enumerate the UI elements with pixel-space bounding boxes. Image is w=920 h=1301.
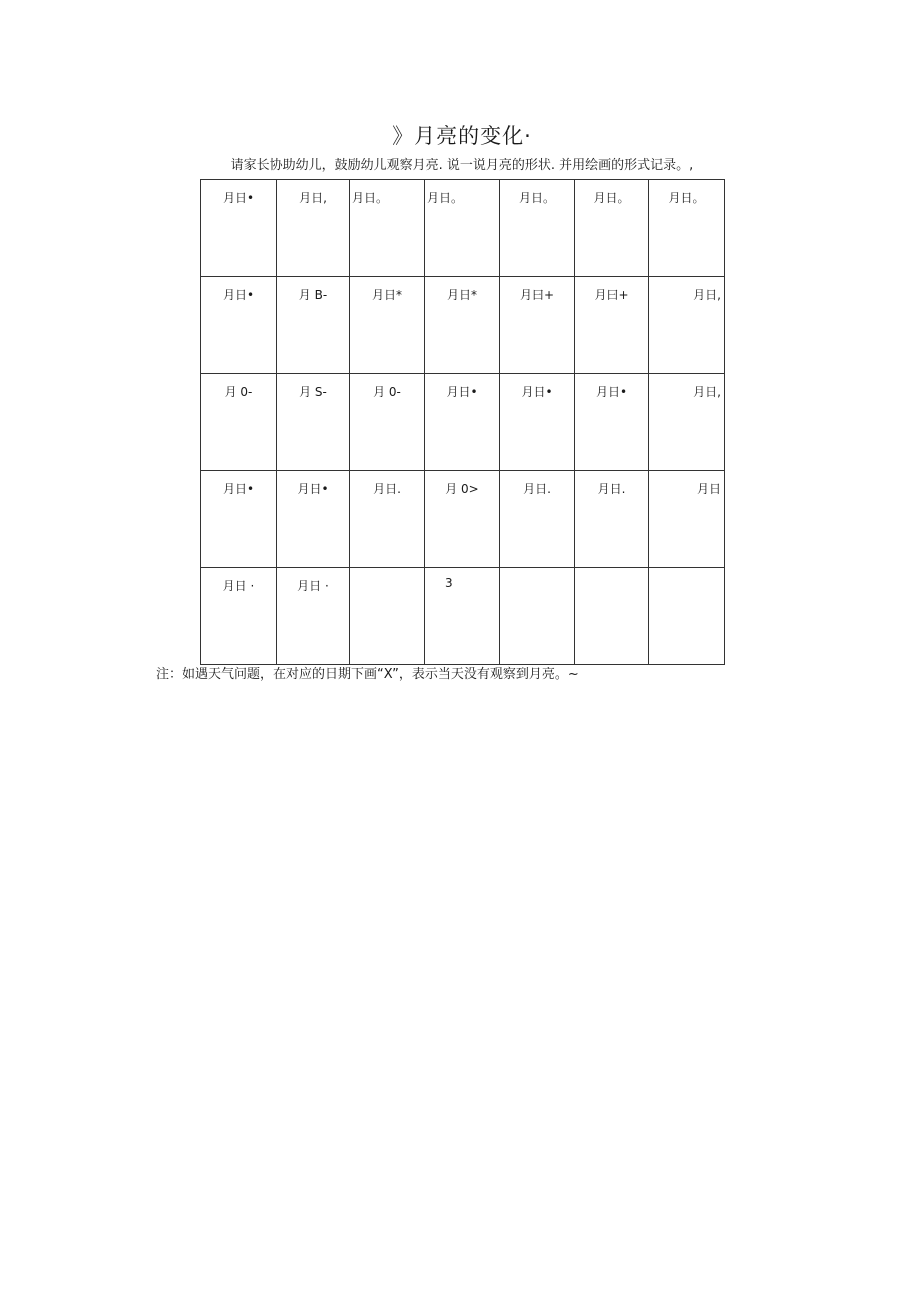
date-label: 月日。 — [518, 191, 555, 205]
date-cell[interactable] — [201, 374, 277, 471]
date-cell[interactable] — [201, 568, 277, 665]
date-cell[interactable] — [500, 568, 575, 665]
date-label: 月 0- — [224, 385, 253, 399]
date-label: 月日 — [696, 482, 721, 496]
date-label: 月日• — [446, 385, 478, 399]
date-label: 月日• — [297, 482, 329, 496]
date-cell[interactable] — [575, 471, 649, 568]
date-label: 月日. — [523, 482, 551, 496]
date-label: 月日。 — [593, 191, 630, 205]
date-label: 月曰+ — [519, 288, 555, 302]
date-label: 月日, — [693, 385, 721, 399]
page-title: 》月亮的变化· — [392, 124, 532, 148]
date-label: 月日. — [597, 482, 626, 496]
date-label: 月日• — [222, 288, 255, 302]
date-label: 月日 · — [222, 579, 255, 593]
date-label — [350, 568, 424, 579]
date-label: 月日 · — [297, 579, 329, 593]
date-label: 月日• — [222, 191, 255, 205]
date-label: 月日• — [222, 482, 255, 496]
date-label: 月日• — [595, 385, 628, 399]
date-cell[interactable] — [500, 471, 575, 568]
date-label: 月日, — [299, 191, 327, 205]
date-cell[interactable] — [575, 277, 649, 374]
date-cell[interactable] — [425, 180, 500, 277]
date-label: 月日* — [371, 288, 402, 302]
footnote: 注：如遇天气问题，在对应的日期下画“X”，表示当天没有观察到月亮。~ — [156, 667, 579, 682]
date-label — [649, 568, 724, 579]
date-cell[interactable] — [277, 471, 350, 568]
date-cell[interactable] — [575, 180, 649, 277]
date-cell[interactable] — [425, 568, 500, 665]
date-cell[interactable] — [350, 374, 425, 471]
date-label: 月曰+ — [594, 288, 629, 302]
table-row — [201, 374, 725, 471]
date-label: 月日• — [521, 385, 553, 399]
date-cell[interactable] — [500, 374, 575, 471]
date-cell[interactable] — [277, 568, 350, 665]
date-label: 月 B- — [298, 288, 328, 302]
date-cell[interactable] — [575, 568, 649, 665]
date-label — [575, 568, 648, 579]
date-cell[interactable] — [500, 180, 575, 277]
date-cell[interactable] — [277, 277, 350, 374]
date-label: 月日. — [373, 482, 401, 496]
table-row — [201, 471, 725, 568]
date-cell[interactable] — [350, 471, 425, 568]
date-label: 月日。 — [427, 191, 464, 205]
date-label: 月 0> — [445, 482, 479, 496]
date-label: 月日* — [446, 288, 477, 302]
table-row — [201, 180, 725, 277]
date-cell[interactable] — [649, 374, 725, 471]
date-cell[interactable] — [350, 180, 425, 277]
date-cell[interactable] — [277, 374, 350, 471]
date-cell[interactable] — [500, 277, 575, 374]
table-row — [201, 277, 725, 374]
date-cell[interactable] — [425, 471, 500, 568]
moon-observation-table — [200, 179, 725, 665]
date-cell[interactable] — [649, 277, 725, 374]
date-label: 月 S- — [299, 385, 327, 399]
date-cell[interactable] — [649, 471, 725, 568]
date-cell[interactable] — [575, 374, 649, 471]
date-label: 月日。 — [352, 191, 389, 205]
date-cell[interactable] — [350, 568, 425, 665]
date-cell[interactable] — [201, 277, 277, 374]
date-cell[interactable] — [201, 471, 277, 568]
date-cell[interactable] — [649, 568, 725, 665]
date-label: 月 0- — [373, 385, 401, 399]
date-cell[interactable] — [649, 180, 725, 277]
date-cell[interactable] — [425, 277, 500, 374]
date-cell[interactable] — [277, 180, 350, 277]
date-cell[interactable] — [425, 374, 500, 471]
date-label: 月日, — [693, 288, 721, 302]
date-cell[interactable] — [350, 277, 425, 374]
date-cell[interactable] — [201, 180, 277, 277]
date-label: 月日。 — [668, 191, 705, 205]
instruction-text: 请家长协助幼儿，鼓励幼儿观察月亮. 说一说月亮的形状. 并用绘画的形式记录。, — [230, 158, 694, 173]
table-row — [201, 568, 725, 665]
date-label: 3 — [445, 576, 453, 590]
date-label — [500, 568, 574, 579]
